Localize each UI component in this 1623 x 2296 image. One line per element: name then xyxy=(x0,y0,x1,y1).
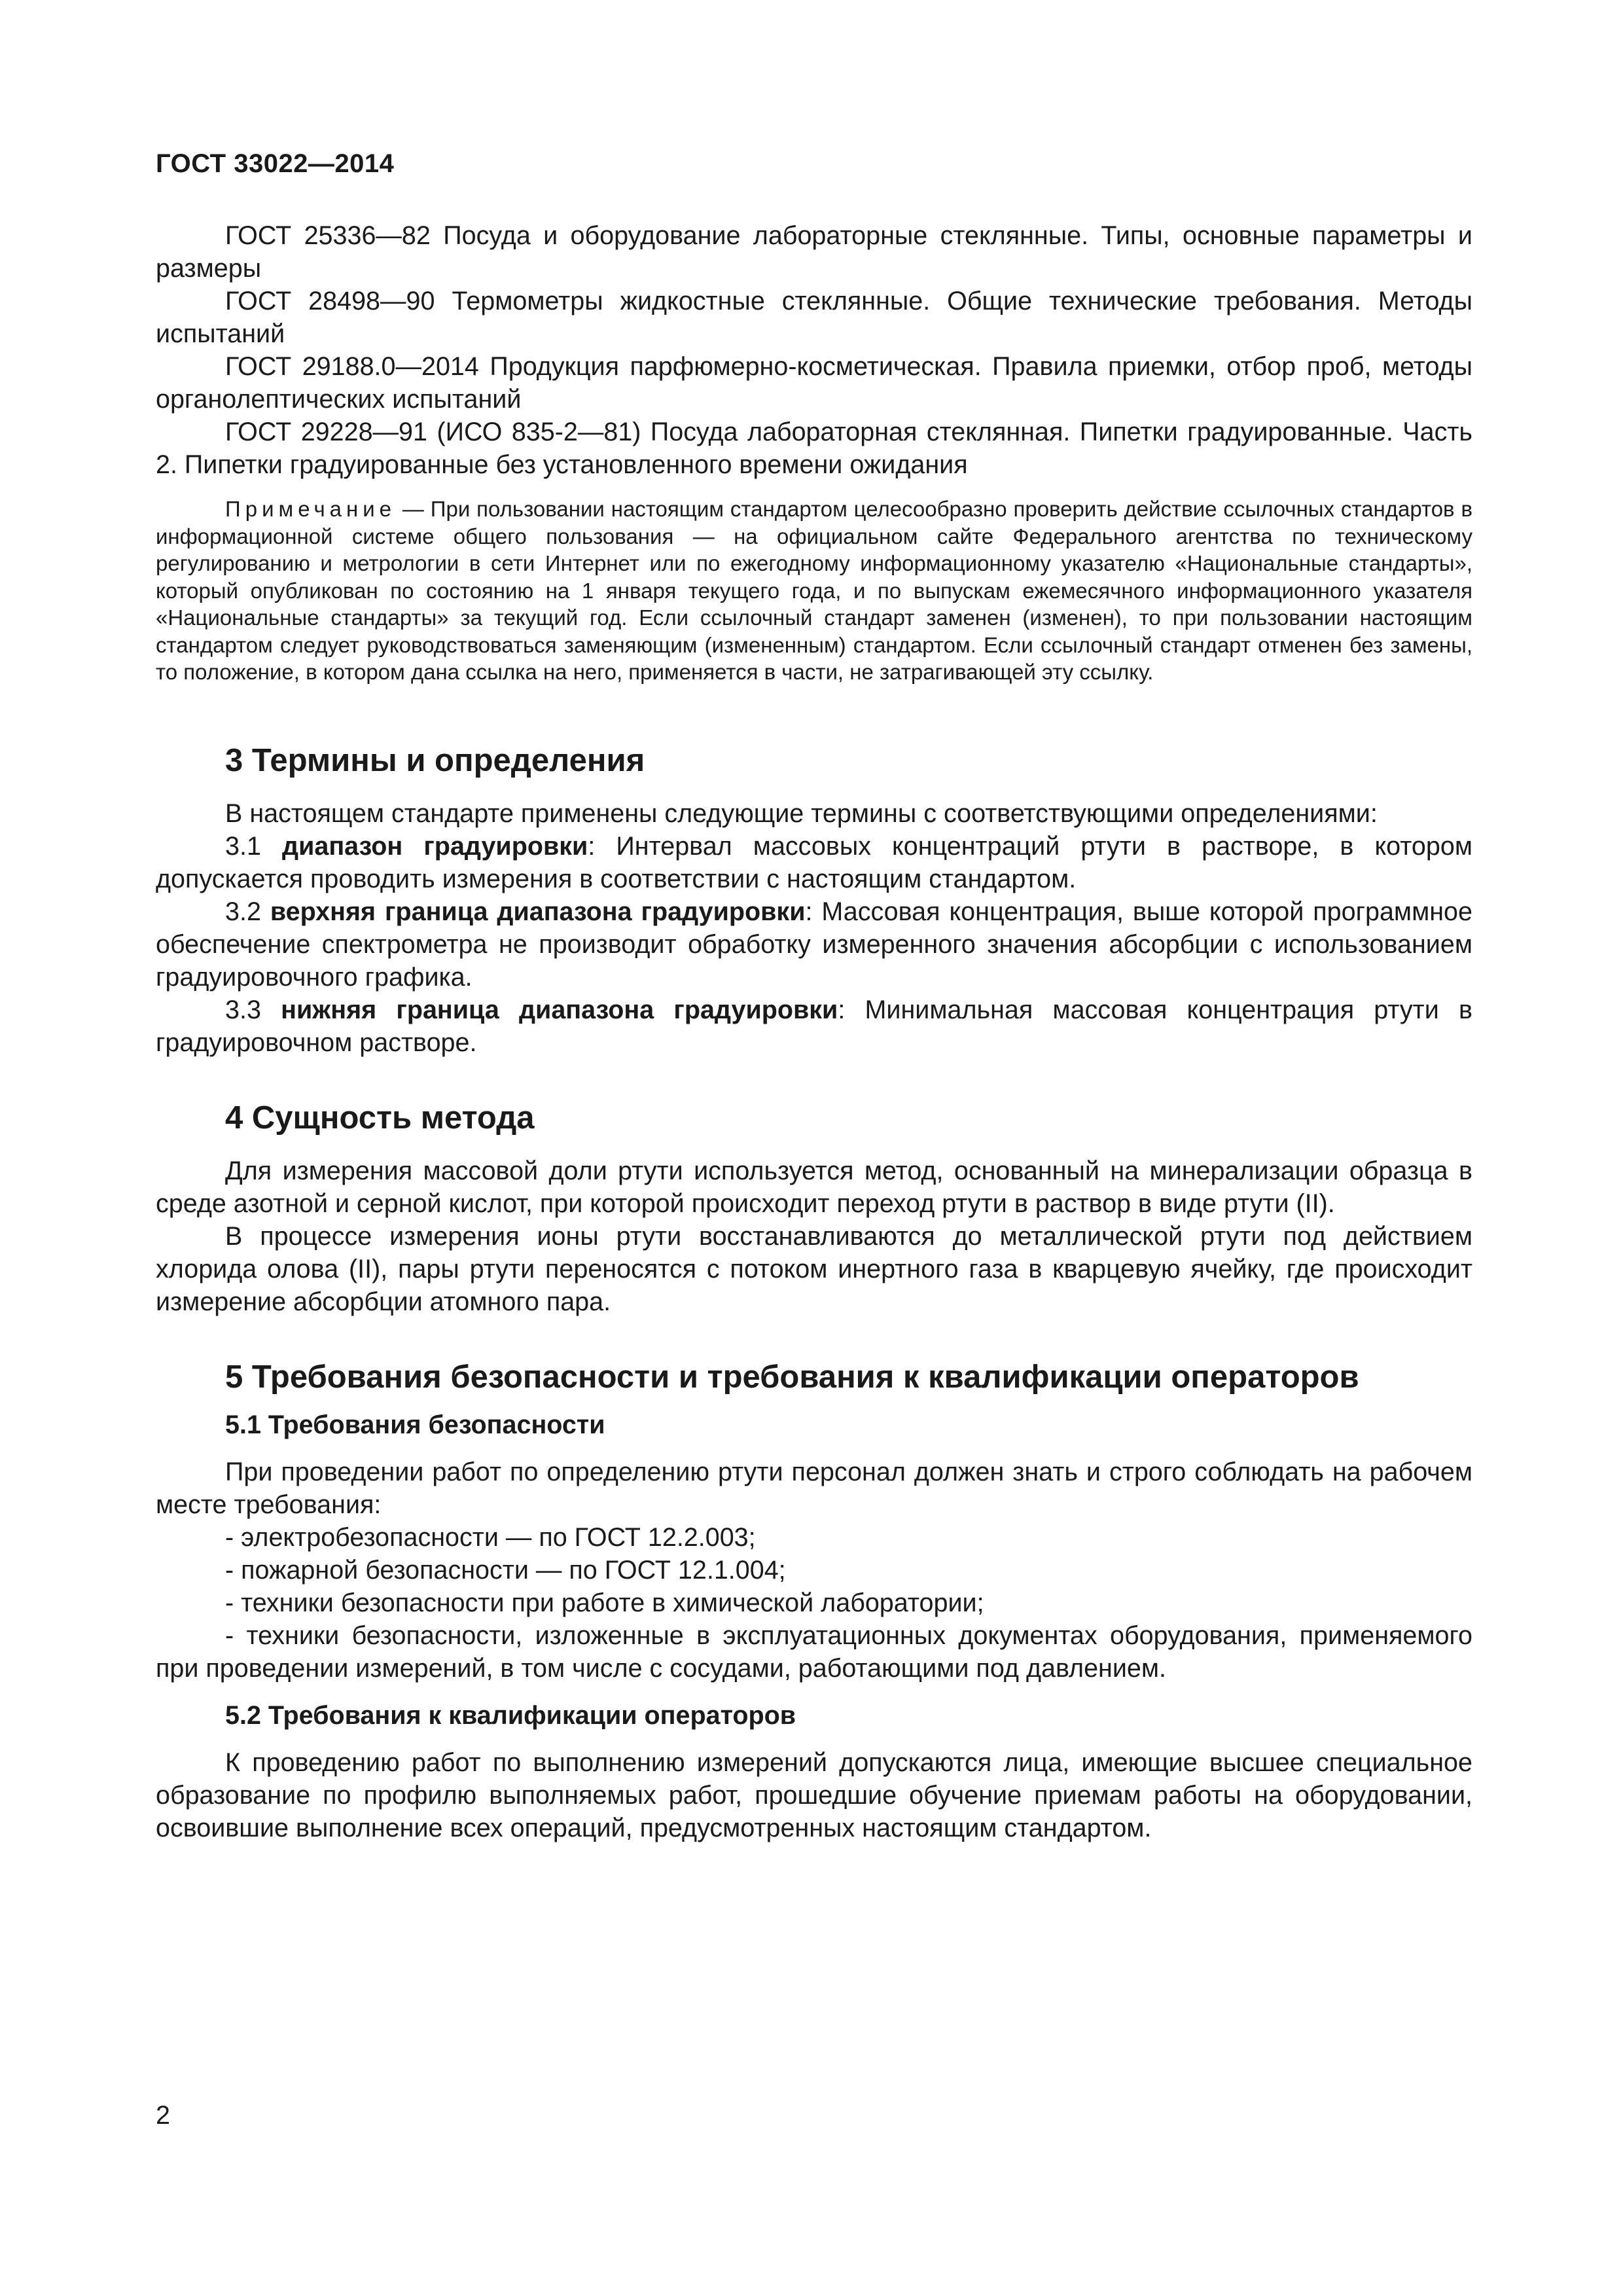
subsection-5-2-title: 5.2 Требования к квалификации операторов xyxy=(225,1700,796,1730)
reference-item: ГОСТ 29188.0—2014 Продукция парфюмерно-косметическая. Правила приемки, отбор проб, методы органолептических испытаний xyxy=(156,352,1472,414)
section-3-title: 3 Термины и определения xyxy=(225,742,645,778)
term-number: 3.2 xyxy=(225,897,270,926)
list-item: - техники безопасности при работе в химической лаборатории; xyxy=(225,1588,984,1617)
subsection-5-1-intro: При проведении работ по определению ртути персонал должен знать и строго соблюдать на рабочем месте требования: xyxy=(156,1457,1472,1519)
section-5-title: 5 Требования безопасности и требования к квалификации операторов xyxy=(225,1359,1359,1395)
term-definition xyxy=(156,830,1472,895)
section-3-intro: В настоящем стандарте применены следующие термины с соответствующими определениями: xyxy=(225,798,1378,828)
page-body xyxy=(156,219,1472,1844)
note-text: — При пользовании настоящим стандартом целесообразно проверить действие ссылочных стандартов в информационной системе общего пользования — на официальном сайте Федерального агентства по техническому регулированию и метрологии в сети Интернет или по ежегодному информационному указателю «Национальные стандарты», который опубликован по состоянию на 1 января текущего года, и по выпускам ежемесячного информационного указателя «Национальные стандарты» за текущий год. Если ссылочный стандарт заменен (изменен), то при пользовании настоящим стандартом следует руководствоваться заменяющим (измененным) стандартом. Если ссылочный стандарт отменен без замены, то положение, в котором дана ссылка на него, применяется в части, не затрагивающей эту ссылку. xyxy=(156,497,1472,684)
reference-item: ГОСТ 28498—90 Термометры жидкостные стеклянные. Общие технические требования. Методы испытаний xyxy=(156,287,1472,348)
note-paragraph xyxy=(156,495,1472,686)
term-def: : Массовая концентрация, выше которой программное обеспечение спектрометра не производит обработку измеренного значения абсорбции с использованием градуировочного графика. xyxy=(156,897,1472,992)
term-number: 3.3 xyxy=(225,995,281,1024)
term-definition xyxy=(156,895,1472,994)
list-item: - электробезопасности — по ГОСТ 12.2.003; xyxy=(225,1522,756,1552)
list-item: - техники безопасности, изложенные в эксплуатационных документах оборудования, применяемого при проведении измерений, в том числе с сосудами, работающими под давлением. xyxy=(156,1621,1472,1683)
subsection-5-2-text: К проведению работ по выполнению измерений допускаются лица, имеющие высшее специальное образование по профилю выполняемых работ, прошедшие обучение приемам работы на оборудовании, освоившие выполнение всех операций, предусмотренных настоящим стандартом. xyxy=(156,1748,1472,1842)
subsection-5-1-title: 5.1 Требования безопасности xyxy=(225,1410,605,1439)
section-4-paragraph: В процессе измерения ионы ртути восстанавливаются до металлической ртути под действием хлорида олова (II), пары ртути переносятся с потоком инертного газа в кварцевую ячейку, где происходит измерение абсорбции атомного пара. xyxy=(156,1221,1472,1316)
list-item: - пожарной безопасности — по ГОСТ 12.1.004; xyxy=(225,1555,786,1585)
term-name: нижняя граница диапазона градуировки xyxy=(281,995,838,1024)
term-number: 3.1 xyxy=(225,831,282,861)
term-name: диапазон градуировки xyxy=(282,831,588,861)
term-name: верхняя граница диапазона градуировки xyxy=(270,897,806,926)
reference-item: ГОСТ 25336—82 Посуда и оборудование лабораторные стеклянные. Типы, основные параметры и размеры xyxy=(156,221,1472,283)
term-definition xyxy=(156,994,1472,1059)
note-label: Примечание xyxy=(225,497,397,521)
term-def: : Интервал массовых концентраций ртути в растворе, в котором допускается проводить измерения в соответствии с настоящим стандартом. xyxy=(156,831,1472,893)
section-4-title: 4 Сущность метода xyxy=(225,1100,535,1136)
term-def: : Минимальная массовая концентрация ртути в градуировочном растворе. xyxy=(156,995,1472,1057)
reference-item: ГОСТ 29228—91 (ИСО 835-2—81) Посуда лабораторная стеклянная. Пипетки градуированные. Часть 2. Пипетки градуированные без установленного времени ожидания xyxy=(156,418,1472,479)
page-number: 2 xyxy=(156,2101,170,2130)
page-header: ГОСТ 33022—2014 xyxy=(156,149,395,178)
section-4-paragraph: Для измерения массовой доли ртути используется метод, основанный на минерализации образца в среде азотной и серной кислот, при которой происходит переход ртути в раствор в виде ртути (II). xyxy=(156,1156,1472,1218)
